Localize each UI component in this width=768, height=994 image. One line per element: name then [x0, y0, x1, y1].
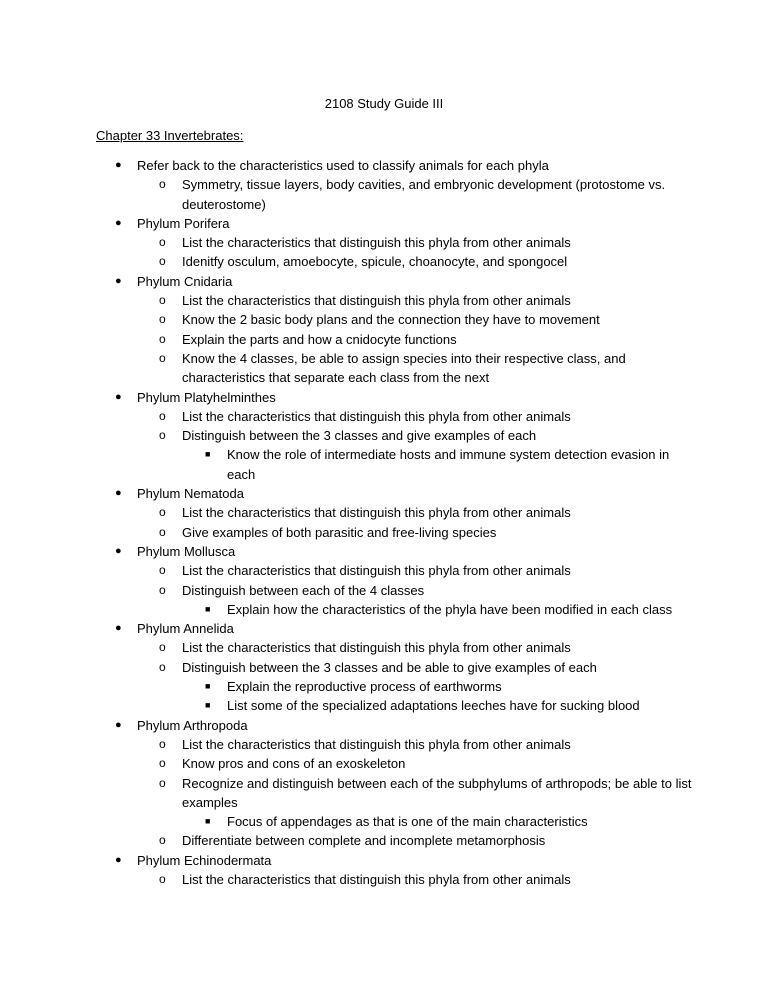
outline-line	[0, 426, 768, 445]
outline-line-text: List the characteristics that distinguish this phyla from other animals	[182, 736, 571, 752]
outline-line-text: List the characteristics that distinguish this phyla from other animals	[182, 563, 571, 579]
bullet-circle-icon: o	[159, 235, 166, 250]
bullet-disc-icon: ●	[115, 544, 122, 557]
outline-line-text: Explain how the characteristics of the phyla have been modified in each class	[227, 601, 673, 617]
outline-line	[0, 291, 768, 310]
outline-line-text: Know the role of intermediate hosts and immune system detection evasion in	[227, 447, 670, 463]
outline-line	[0, 195, 768, 214]
outline-line	[0, 349, 768, 368]
outline-line-text: examples	[182, 794, 238, 810]
bullet-circle-icon: o	[159, 293, 166, 308]
outline-line-text: Phylum Nematoda	[137, 486, 244, 502]
outline-line-text: characteristics that separate each class from the next	[182, 370, 490, 386]
outline-line	[0, 465, 768, 484]
outline-line	[0, 561, 768, 580]
outline-line-text: Phylum Platyhelminthes	[137, 389, 276, 405]
bullet-circle-icon: o	[159, 331, 166, 346]
outline-line-text: List the characteristics that distinguish this phyla from other animals	[182, 871, 571, 887]
outline-line	[0, 445, 768, 464]
outline-line-text: Explain the reproductive process of earthworms	[227, 679, 502, 695]
outline-line	[0, 696, 768, 715]
outline-line-text: Know the 4 classes, be able to assign species into their respective class, and	[182, 350, 626, 366]
outline-line	[0, 542, 768, 561]
bullet-square-icon: ■	[205, 700, 211, 711]
outline-line-text: List the characteristics that distinguish this phyla from other animals	[182, 293, 571, 309]
outline-line-text: Distinguish between the 3 classes and be able to give examples of each	[182, 659, 597, 675]
outline-line-text: Phylum Arthropoda	[137, 717, 248, 733]
outline-line-text: List some of the specialized adaptations leeches have for sucking blood	[227, 698, 640, 714]
outline-line-text: Phylum Echinodermata	[137, 852, 272, 868]
bullet-circle-icon: o	[159, 871, 166, 886]
outline-line	[0, 484, 768, 503]
outline-line	[0, 214, 768, 233]
bullet-circle-icon: o	[159, 582, 166, 597]
outline-line-text: each	[227, 466, 256, 482]
outline-line	[0, 658, 768, 677]
outline-line-text: Know pros and cons of an exoskeleton	[182, 756, 406, 772]
outline-line	[0, 233, 768, 252]
bullet-disc-icon: ●	[115, 159, 122, 171]
outline-line	[0, 812, 768, 831]
outline-line	[0, 310, 768, 329]
bullet-circle-icon: o	[159, 524, 166, 539]
bullet-circle-icon: o	[159, 775, 166, 790]
outline-line	[0, 581, 768, 600]
outline-line-text: deuterostome)	[182, 196, 266, 212]
outline-line	[0, 175, 768, 194]
bullet-square-icon: ■	[205, 449, 211, 460]
outline-line-text: List the characteristics that distinguish this phyla from other animals	[182, 505, 571, 521]
outline-line	[0, 870, 768, 889]
outline-line-text: Distinguish between each of the 4 classes	[182, 582, 425, 598]
outline-line-text: Phylum Annelida	[137, 621, 234, 637]
bullet-circle-icon: o	[159, 563, 166, 578]
outline-line	[0, 754, 768, 773]
bullet-circle-icon: o	[159, 659, 166, 674]
outline-line	[0, 677, 768, 696]
chapter-heading: Chapter 33 Invertebrates:	[96, 128, 244, 143]
bullet-circle-icon: o	[159, 756, 166, 771]
bullet-circle-icon: o	[159, 428, 166, 443]
bullet-square-icon: ■	[205, 816, 211, 827]
bullet-disc-icon: ●	[115, 622, 122, 635]
outline-line	[0, 600, 768, 619]
outline-line	[0, 503, 768, 522]
outline-line-text: List the characteristics that distinguish this phyla from other animals	[182, 408, 571, 424]
outline-line-text: Refer back to the characteristics used to classify animals for each phyla	[137, 158, 549, 173]
outline-line-text: Symmetry, tissue layers, body cavities, and embryonic development (protostome vs.	[182, 177, 666, 193]
outline-line-text: Distinguish between the 3 classes and give examples of each	[182, 428, 537, 444]
bullet-circle-icon: o	[159, 640, 166, 655]
bullet-circle-icon: o	[159, 833, 166, 848]
outline-line	[0, 272, 768, 291]
bullet-disc-icon: ●	[115, 718, 122, 731]
outline-line-text: Recognize and distinguish between each of the subphylums of arthropods; be able to list	[182, 775, 692, 791]
outline-line	[0, 407, 768, 426]
outline-line-text: Explain the parts and how a cnidocyte functions	[182, 331, 457, 347]
outline-line	[0, 735, 768, 754]
bullet-disc-icon: ●	[115, 216, 122, 229]
bullet-square-icon: ■	[205, 681, 211, 692]
outline-line-text: Differentiate between complete and incomplete metamorphosis	[182, 833, 546, 849]
outline-line	[0, 156, 768, 175]
outline-list	[0, 156, 768, 889]
outline-line-text: Give examples of both parasitic and free-living species	[182, 524, 497, 540]
bullet-disc-icon: ●	[115, 487, 122, 500]
bullet-circle-icon: o	[159, 177, 166, 192]
outline-line-text: Know the 2 basic body plans and the connection they have to movement	[182, 312, 600, 328]
outline-line-text: Phylum Cnidaria	[137, 273, 233, 289]
outline-line-text: List the characteristics that distinguish this phyla from other animals	[182, 640, 571, 656]
outline-line-text: List the characteristics that distinguish this phyla from other animals	[182, 235, 571, 251]
bullet-circle-icon: o	[159, 736, 166, 751]
outline-line	[0, 252, 768, 271]
bullet-disc-icon: ●	[115, 853, 122, 866]
bullet-disc-icon: ●	[115, 390, 122, 403]
bullet-circle-icon: o	[159, 408, 166, 423]
bullet-square-icon: ■	[205, 603, 211, 614]
outline-line-text: Phylum Mollusca	[137, 543, 236, 559]
outline-line	[0, 851, 768, 870]
outline-line	[0, 793, 768, 812]
bullet-circle-icon: o	[159, 254, 166, 269]
outline-line	[0, 619, 768, 638]
outline-line	[0, 638, 768, 657]
outline-line	[0, 330, 768, 349]
outline-line	[0, 831, 768, 850]
outline-line	[0, 716, 768, 735]
outline-line	[0, 388, 768, 407]
outline-line-text: Focus of appendages as that is one of the main characteristics	[227, 814, 588, 830]
outline-line	[0, 774, 768, 793]
bullet-circle-icon: o	[159, 312, 166, 327]
outline-line	[0, 368, 768, 387]
bullet-circle-icon: o	[159, 505, 166, 520]
outline-line-text: Idenitfy osculum, amoebocyte, spicule, choanocyte, and spongocel	[182, 254, 568, 270]
bullet-disc-icon: ●	[115, 274, 122, 287]
bullet-circle-icon: o	[159, 350, 166, 365]
document-title: 2108 Study Guide III	[324, 96, 444, 111]
outline-line-text: Phylum Porifera	[137, 215, 230, 231]
outline-line	[0, 523, 768, 542]
